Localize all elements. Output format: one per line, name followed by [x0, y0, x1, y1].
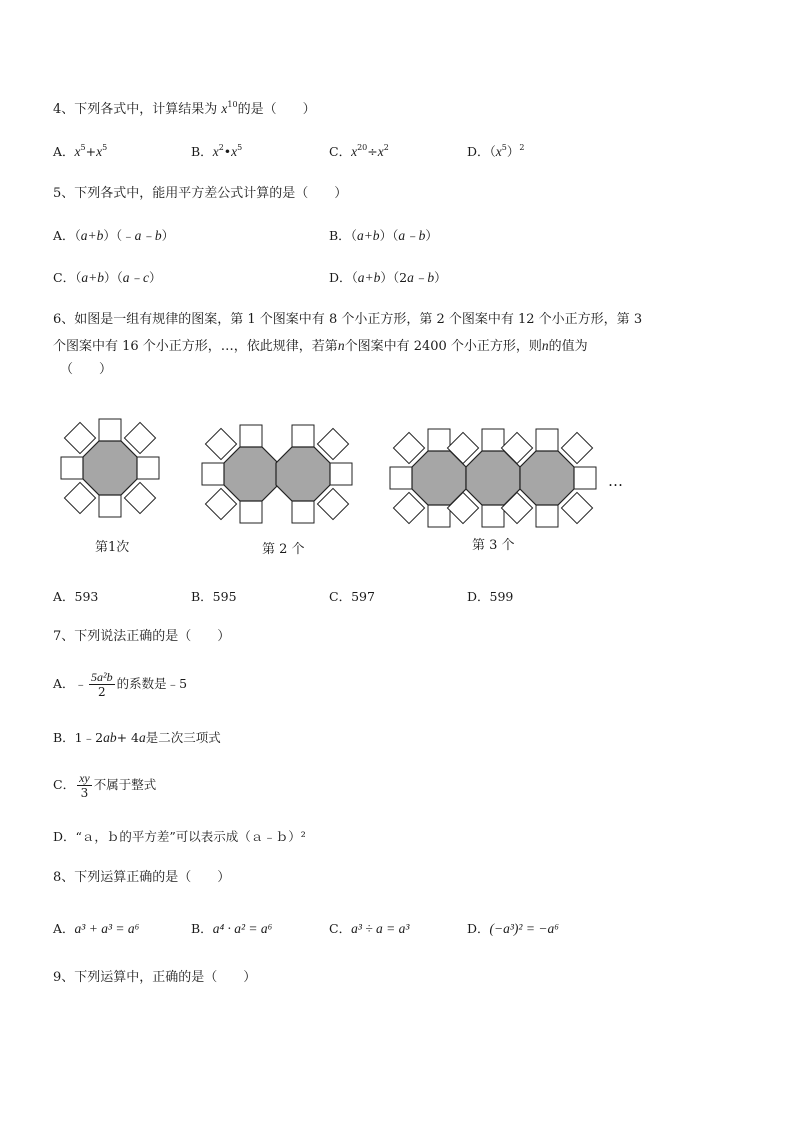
q4-option-b[interactable]: B．$x^2•x^5$	[191, 143, 243, 159]
q7-option-c[interactable]: C． $\frac{xy}{3}$ 不属于整式	[53, 771, 157, 800]
q7-a-denominator: 2	[98, 685, 106, 699]
q8-option-d[interactable]: D．(−a³)² = −a⁶	[467, 921, 559, 936]
q4-option-c[interactable]: C．$x^{20}\div x^2$	[329, 143, 389, 159]
pattern-2-figure	[198, 420, 356, 528]
q7-option-a[interactable]: A．﹣ $\frac{\text{5a²b}}{2}$ 的系数是﹣5	[53, 670, 188, 699]
q5-option-d[interactable]: D．（a+b）（2a﹣b）	[329, 270, 447, 285]
q7-a-numerator: 5a²b	[91, 670, 113, 684]
q7-c-numerator: xy	[79, 771, 90, 785]
q8-option-a[interactable]: A．a³ + a³ = a⁶	[53, 921, 140, 936]
q4-option-d[interactable]: D．$(x^5)^2$	[467, 143, 525, 159]
pattern-1-label: 第1次	[95, 540, 130, 555]
q4-option-a[interactable]: A．$x^5+x^5$	[53, 143, 108, 159]
q8-option-c[interactable]: C．a³ ÷ a = a³	[329, 921, 410, 936]
q5-option-a[interactable]: A．（a+b）（﹣a﹣b）	[53, 228, 175, 243]
pattern-3-figure	[388, 424, 600, 530]
q6-option-c[interactable]: C．597	[329, 589, 375, 604]
question-9-stem: 9、下列运算中，正确的是（ ）	[53, 970, 257, 985]
q5-option-c[interactable]: C．（a+b）（a﹣c）	[53, 270, 162, 285]
pattern-3-label: 第 3 个	[472, 538, 515, 553]
question-4-stem: 4、下列各式中，计算结果为 $x^{10}$的是（ ）	[53, 100, 316, 117]
pattern-1-figure	[58, 415, 166, 525]
question-8-stem: 8、下列运算正确的是（ ）	[53, 870, 231, 885]
question-7-stem: 7、下列说法正确的是（ ）	[53, 629, 231, 644]
q6-option-a[interactable]: A．593	[53, 589, 99, 604]
pattern-ellipsis: …	[608, 472, 623, 490]
question-6-blank: （ ）	[60, 362, 113, 377]
question-5-stem: 5、下列各式中，能用平方差公式计算的是（ ）	[53, 186, 348, 201]
q8-option-b[interactable]: B．a⁴ · a² = a⁶	[191, 921, 273, 936]
q6-option-b[interactable]: B．595	[191, 589, 237, 604]
q7-option-b[interactable]: B．1﹣2ab+ 4a是二次三项式	[53, 730, 221, 745]
q7-c-denominator: 3	[80, 786, 89, 800]
question-6-line-1: 6、如图是一组有规律的图案，第 1 个图案中有 8 个小正方形，第 2 个图案中有 12 个小正方形，第 3	[53, 312, 643, 327]
question-6-line-2: 个图案中有 16 个小正方形，…，依此规律，若第n个图案中有 2400 个小正方形，则n的值为	[53, 338, 588, 354]
pattern-2-label: 第 2 个	[262, 542, 305, 557]
q6-option-d[interactable]: D．599	[467, 589, 514, 604]
q5-option-b[interactable]: B．（a+b）（a﹣b）	[329, 228, 438, 243]
q7-option-d[interactable]: D．“ａ，ｂ的平方差”可以表示成（ａ﹣ｂ）²	[53, 829, 306, 844]
